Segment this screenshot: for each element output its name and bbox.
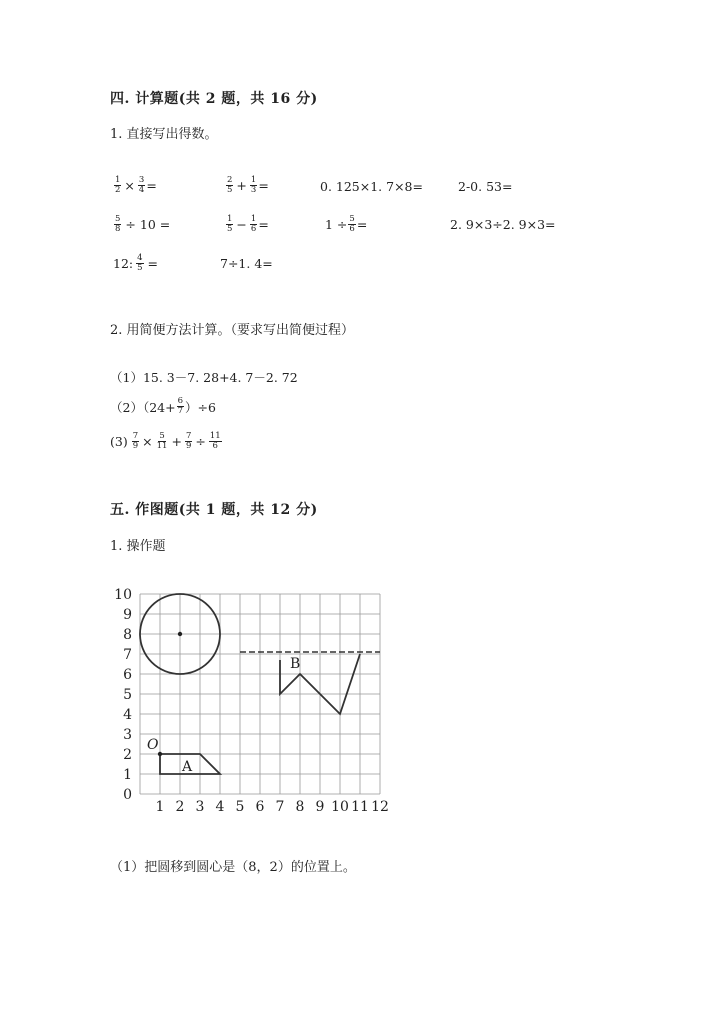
x-tick-label: 12	[371, 799, 389, 815]
coordinate-grid-figure	[110, 583, 400, 815]
calc-r2-b: 1 5 − $\frac{1}{6}$ =	[227, 214, 269, 234]
y-tick-label: 10	[114, 587, 132, 603]
y-tick-label: 2	[123, 747, 132, 763]
fraction: 1 5	[227, 214, 233, 234]
calc-r2-c: 1 ÷ $\frac{5}{6}$ =	[325, 214, 368, 234]
s5-instruction: （1）把圆移到圆心是（8，2）的位置上。	[110, 860, 356, 875]
y-tick-label: 8	[123, 627, 132, 643]
calc-r1-c: 0. 125×1. 7×8=	[320, 179, 423, 194]
x-tick-label: 11	[351, 799, 369, 815]
x-tick-label: 4	[215, 799, 225, 815]
fraction: $\frac{5}{6}$	[349, 214, 355, 234]
fraction: $\frac{7}{9}$	[185, 431, 192, 451]
calc-r2-d: 2. 9×3÷2. 9×3=	[450, 217, 556, 232]
fraction: $\frac{1}{2}$	[115, 175, 121, 195]
x-tick-label: 8	[295, 799, 305, 815]
q2-item2: （2）（24+ $\frac{6}{7}$ ）÷6	[110, 396, 216, 416]
origin-label: O	[147, 737, 159, 753]
fraction: $\frac{11}{6}$	[209, 431, 221, 451]
x-tick-label: 5	[235, 799, 245, 815]
q2-title: 2. 用简便方法计算。（要求写出简便过程）	[110, 323, 355, 338]
shape-a-label: A	[182, 759, 193, 775]
fraction: $\frac{6}{7}$	[177, 396, 184, 416]
fraction: $\frac{1}{3}$	[250, 175, 257, 195]
q2-item3: (3) $\frac{7}{9}$ × $\frac{5}{11}$ + $\frac{7}{9}$ ÷ $\frac{11}{6}$	[110, 431, 221, 451]
calc-r1-d: 2-0. 53=	[458, 179, 513, 194]
calc-r1-a: $\frac{1}{2}$ × $\frac{3}{4}$ =	[115, 175, 157, 195]
calc-r2-a: $\frac{5}{8}$ ÷ 10 =	[115, 214, 171, 234]
x-tick-label: 7	[275, 799, 285, 815]
y-tick-label: 3	[123, 727, 132, 743]
shape-b-label: B	[290, 656, 301, 672]
y-tick-label: 5	[123, 687, 132, 703]
q2-item1: （1）15. 3－7. 28+4. 7－2. 72	[110, 370, 298, 385]
calc-r3-a: 12: $\frac{4}{5}$ =	[113, 253, 159, 273]
y-tick-label: 7	[123, 647, 132, 663]
q1-title: 1. 直接写出得数。	[110, 127, 218, 142]
fraction: $\frac{5}{8}$	[115, 214, 121, 234]
fraction: $\frac{5}{11}$	[156, 431, 168, 451]
x-tick-label: 3	[195, 799, 205, 815]
calc-r1-b: 2 5 + $\frac{1}{3}$ =	[227, 175, 269, 195]
section4-title: 四. 计算题(共 2 题，共 16 分)	[110, 91, 318, 107]
s5-q1-title: 1. 操作题	[110, 539, 166, 554]
fraction: 2 5	[227, 175, 233, 195]
x-tick-label: 1	[155, 799, 165, 815]
fraction: $\frac{3}{4}$	[138, 175, 145, 195]
y-tick-label: 0	[123, 787, 132, 803]
y-tick-label: 6	[123, 667, 132, 683]
y-tick-label: 9	[123, 607, 132, 623]
y-tick-label: 1	[123, 767, 132, 783]
x-tick-label: 6	[255, 799, 265, 815]
circle-center-dot	[178, 632, 182, 636]
x-tick-label: 2	[175, 799, 185, 815]
y-tick-label: 4	[123, 707, 132, 723]
calc-r3-b: 7÷1. 4=	[220, 256, 273, 271]
fraction: $\frac{7}{9}$	[132, 431, 139, 451]
fraction: $\frac{1}{6}$	[250, 214, 257, 234]
x-tick-label: 10	[331, 799, 349, 815]
section5-title: 五. 作图题(共 1 题，共 12 分)	[110, 502, 318, 518]
fraction: $\frac{4}{5}$	[137, 253, 143, 273]
x-tick-label: 9	[315, 799, 325, 815]
